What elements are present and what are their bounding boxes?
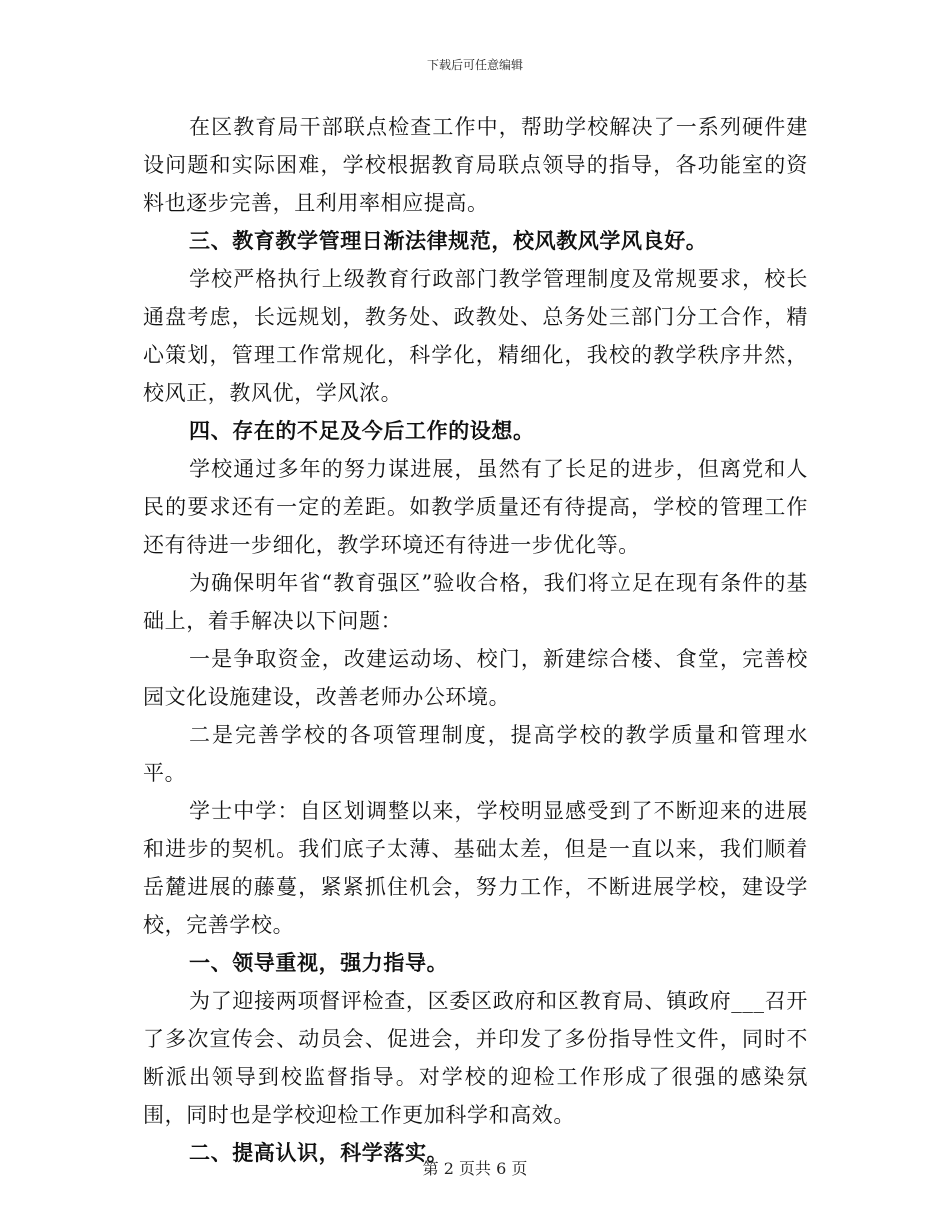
paragraph: 一是争取资金，改建运动场、校门，新建综合楼、食堂，完善校园文化设施建设，改善老师办公环境。	[143, 647, 808, 709]
section-heading: 一、领导重视，强力指导。	[189, 950, 449, 975]
paragraph: 为确保明年省“教育强区”验收合格，我们将立足在现有条件的基础上，着手解决以下问题：	[143, 571, 808, 633]
paragraph: 学士中学：自区划调整以来，学校明显感受到了不断迎来的进展和进步的契机。我们底子太薄、基础太差，但是一直以来，我们顺着岳麓进展的藤蔓，紧紧抓住机会，努力工作，不断进展学校，建设学校，完善学校。	[143, 799, 808, 937]
section-heading: 三、教育教学管理日渐法律规范，校风教风学风良好。	[189, 228, 708, 253]
paragraph: 学校通过多年的努力谋进展，虽然有了长足的进步，但离党和人民的要求还有一定的差距。如教学质量还有待提高，学校的管理工作还有待进一步细化，教学环境还有待进一步优化等。	[143, 457, 808, 557]
page-header: 下载后可任意编辑	[426, 58, 523, 72]
paragraph: 学校严格执行上级教育行政部门教学管理制度及常规要求，校长通盘考虑，长远规划，教务处、政教处、总务处三部门分工合作，精心策划，管理工作常规化，科学化，精细化，我校的教学秩序井然，校风正，教风优，学风浓。	[143, 267, 808, 405]
page-footer: 第 2 页共 6 页	[422, 1159, 528, 1178]
section-heading: 四、存在的不足及今后工作的设想。	[189, 418, 535, 443]
paragraph: 二是完善学校的各项管理制度，提高学校的教学质量和管理水平。	[143, 723, 808, 785]
document-body	[143, 108, 808, 1172]
section-heading: 二、提高认识，科学落实。	[189, 1140, 449, 1165]
paragraph: 在区教育局干部联点检查工作中，帮助学校解决了一系列硬件建设问题和实际困难，学校根据教育局联点领导的指导，各功能室的资料也逐步完善，且利用率相应提高。	[143, 115, 808, 215]
paragraph: 为了迎接两项督评检查，区委区政府和区教育局、镇政府___召开了多次宣传会、动员会、促进会，并印发了多份指导性文件，同时不断派出领导到校监督指导。对学校的迎检工作形成了很强的感染氛围，同时也是学校迎检工作更加科学和高效。	[143, 989, 808, 1127]
